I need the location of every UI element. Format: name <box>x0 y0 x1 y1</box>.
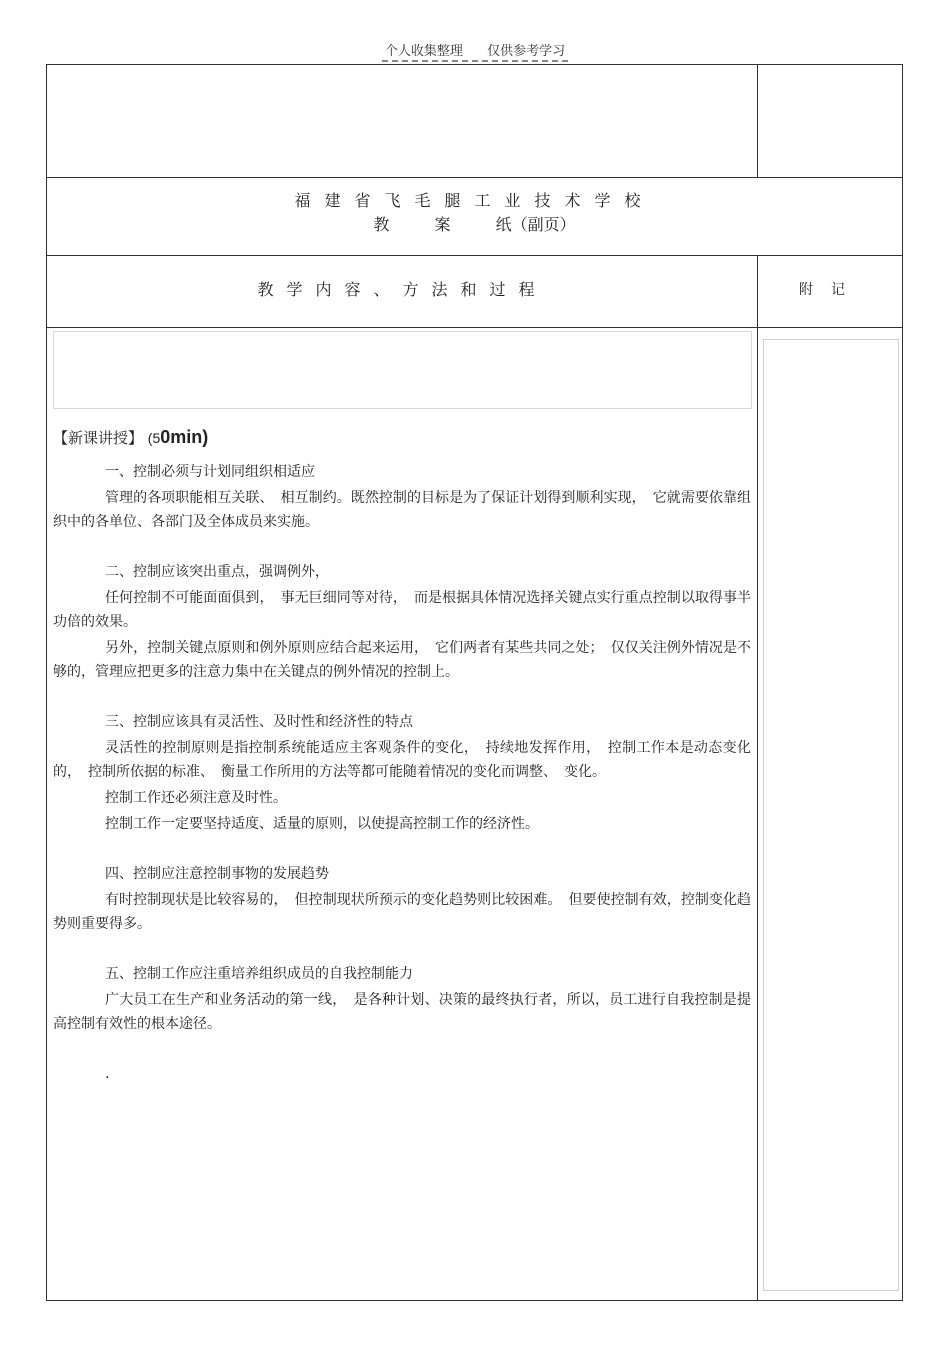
row-divider-2 <box>47 255 902 256</box>
section-paragraph: 管理的各项职能相互关联、 相互制约。既然控制的目标是为了保证计划得到顺利实现， 它就需要依靠组织中的各单位、各部门及全体成员来实施。 <box>53 490 751 530</box>
main-column-divider <box>757 255 758 1301</box>
section-paragraph: 任何控制不可能面面俱到， 事无巨细同等对待， 而是根据具体情况选择关键点实行重点控制以取得事半功倍的效果。 <box>53 590 751 630</box>
header-left-note: 个人收集整理 <box>384 44 463 59</box>
lesson-title-prefix: 【新课讲授】 <box>53 429 144 447</box>
doc-part-1: 教 <box>373 215 390 234</box>
notes-column-header: 附记 <box>799 282 863 298</box>
blank-inner-box <box>53 331 752 409</box>
trailing-mark: . <box>105 1066 110 1082</box>
section-paragraph: 灵活性的控制原则是指控制系统能适应主客观条件的变化， 持续地发挥作用， 控制工作本是动态变化的， 控制所依据的标准、 衡量工作所用的方法等都可能随着情况的变化而调整、 变化。 <box>53 740 751 780</box>
section-heading: 五、控制工作应注重培养组织成员的自我控制能力 <box>105 966 413 982</box>
school-name: 福建省飞毛腿工业技术学校 <box>294 191 655 210</box>
notes-column-box <box>763 339 899 1291</box>
lesson-title <box>53 425 751 450</box>
header-divider <box>382 60 568 62</box>
section-heading: 四、控制应注意控制事物的发展趋势 <box>105 866 329 882</box>
top-column-divider <box>757 65 758 177</box>
section-paragraph: 有时控制现状是比较容易的， 但控制现状所预示的变化趋势则比较困难。 但要使控制有效，控制变化趋势则重要得多。 <box>53 892 751 932</box>
section-heading: 三、控制应该具有灵活性、及时性和经济性的特点 <box>105 714 413 730</box>
section-paragraph: 广大员工在生产和业务活动的第一线， 是各种计划、决策的最终执行者，所以，员工进行自我控制是提高控制有效性的根本途径。 <box>53 992 751 1032</box>
lesson-plan-table <box>46 64 903 1301</box>
section-paragraph: 控制工作一定要坚持适度、适量的原则，以使提高控制工作的经济性。 <box>105 816 539 832</box>
header-note <box>0 40 950 59</box>
row-divider-1 <box>47 177 902 178</box>
header-right-note: 仅供参考学习 <box>487 44 566 59</box>
doc-part-3: 纸（副页） <box>495 215 576 234</box>
doc-part-2: 案 <box>434 215 451 234</box>
row-divider-3 <box>47 327 902 328</box>
document-subtitle <box>47 213 902 237</box>
section-heading: 二、控制应该突出重点，强调例外， <box>105 564 329 580</box>
lesson-duration-num: (5 <box>147 430 161 446</box>
section-paragraph: 控制工作还必须注意及时性。 <box>105 790 287 806</box>
lesson-duration-unit: 0min) <box>160 427 209 447</box>
section-heading: 一、控制必须与计划同组织相适应 <box>105 464 315 480</box>
content-column-header: 教学内容、方法和过程 <box>257 280 548 299</box>
lesson-content <box>53 425 751 1088</box>
section-paragraph: 另外，控制关键点原则和例外原则应结合起来运用， 它们两者有某些共同之处； 仅仅关注例外情况是不够的，管理应把更多的注意力集中在关键点的例外情况的控制上。 <box>53 640 751 680</box>
